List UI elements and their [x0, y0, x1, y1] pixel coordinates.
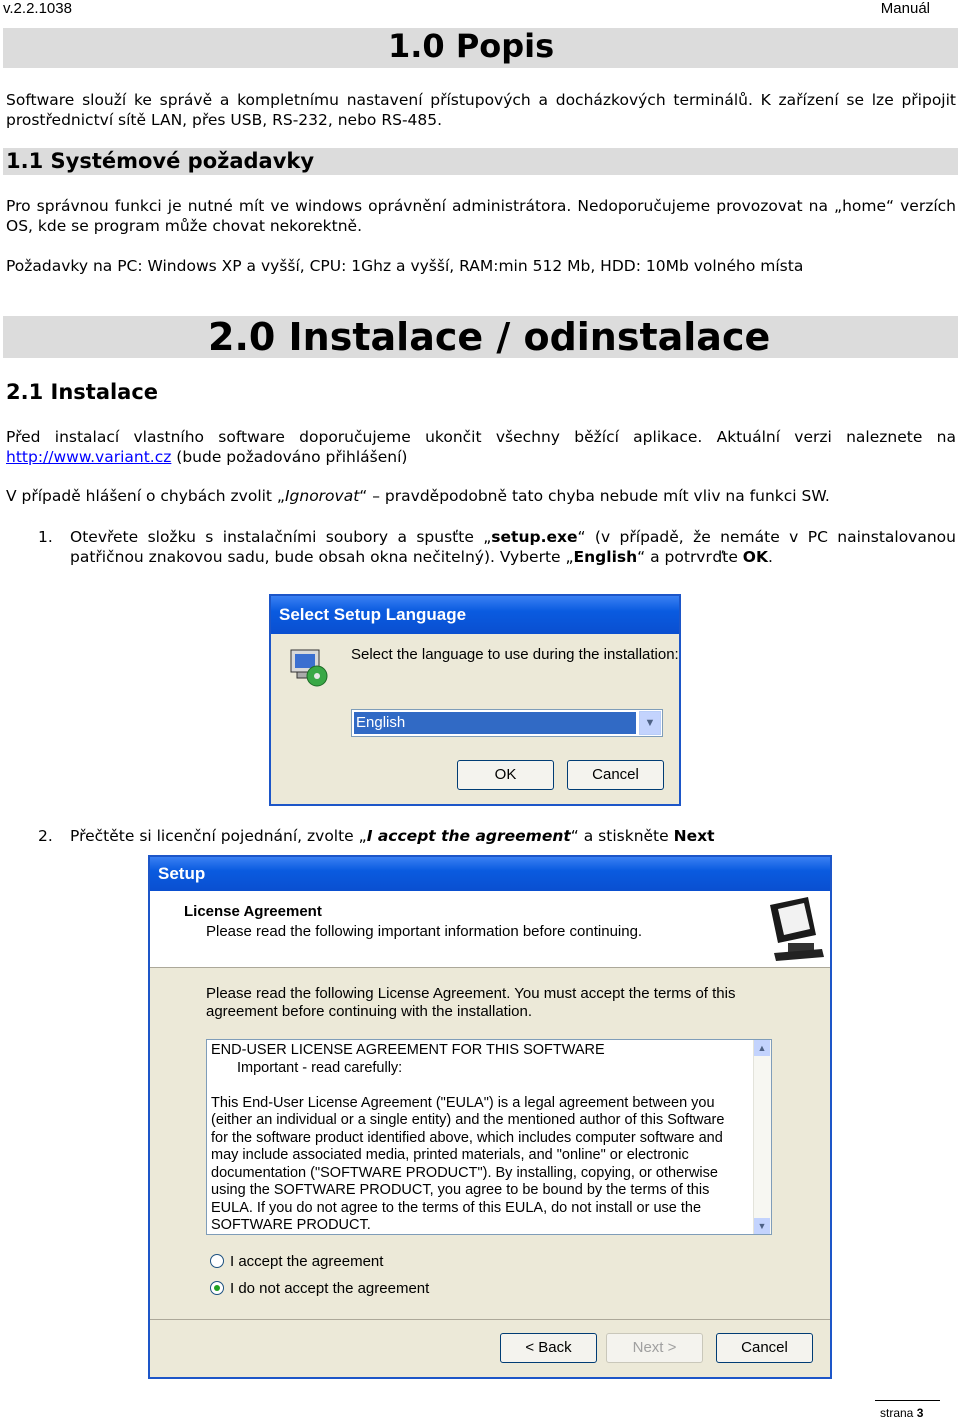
language-select[interactable]	[351, 709, 663, 737]
license-line: SOFTWARE PRODUCT.	[211, 1217, 371, 1233]
scroll-up-icon[interactable]: ▲	[754, 1040, 770, 1056]
step-number: 2.	[38, 827, 53, 845]
section-title-install: 2.0 Instalace / odinstalace	[208, 315, 771, 359]
setup-cancel-button[interactable]: Cancel	[716, 1333, 813, 1363]
doc-type-label: Manuál	[880, 0, 930, 17]
cancel-button[interactable]: Cancel	[567, 760, 664, 790]
language-dialog-title: Select Setup Language	[271, 596, 679, 634]
subsection-title-install: 2.1 Instalace	[6, 380, 159, 404]
setup-header-panel	[150, 891, 830, 968]
license-subheading: Please read the following important information before continuing.	[206, 923, 643, 940]
back-button[interactable]: < Back	[500, 1333, 597, 1363]
step-number: 1.	[38, 528, 53, 546]
download-link[interactable]: http://www.variant.cz	[6, 448, 172, 466]
popis-paragraph: Software slouží ke správě a kompletnímu nastavení přístupových a docházkových terminálů. K zařízení se lze připojit prostřednictví sítě LAN, přes USB, RS-232, nebo RS-485.	[6, 91, 956, 129]
divider	[150, 1319, 830, 1320]
page-footer: strana 3	[880, 1406, 924, 1420]
language-dialog	[269, 594, 681, 806]
setup-icon	[287, 644, 333, 690]
setup-dialog-title: Setup	[150, 857, 830, 891]
install-paragraph: Před instalací vlastního software doporučujeme ukončit všechny běžící aplikace. Aktuální verzi naleznete na http://www.variant.cz (bude požadováno přihlášení)	[6, 428, 956, 466]
scroll-down-icon[interactable]: ▼	[754, 1218, 770, 1234]
setup-dialog	[148, 855, 832, 1379]
license-line	[211, 1077, 771, 1095]
license-textbox[interactable]	[206, 1039, 772, 1235]
ignore-paragraph: V případě hlášení o chybách zvolit „Ignorovat“ – pravděpodobně tato chyba nebude mít vliv na funkci SW.	[6, 487, 830, 505]
license-line: documentation ("SOFTWARE PRODUCT"). By installing, copying, or otherwise	[211, 1164, 718, 1181]
language-prompt: Select the language to use during the installation:	[351, 646, 679, 663]
license-line: (either an individual or a single entity) and the mentioned author of this Software	[211, 1112, 725, 1128]
decline-radio-label[interactable]: I do not accept the agreement	[230, 1280, 430, 1297]
step-1-text: Otevřete složku s instalačními soubory a spusťte „setup.exe“ (v případě, že nemáte v PC nainstalovanou patřičnou znakovou sadu, bude obsah okna nečitelný). Vyberte „English“ a potrvrďte OK.	[70, 528, 956, 566]
license-heading: License Agreement	[184, 903, 322, 920]
license-line: EULA. If you do not agree to the terms of this EULA, do not install or use the	[211, 1199, 702, 1216]
license-scrollbar[interactable]	[753, 1040, 771, 1234]
chevron-down-icon[interactable]: ▼	[639, 711, 661, 735]
requirements-paragraph: Pro správnou funkci je nutné mít ve windows oprávnění administrátora. Nedoporučujeme provozovat na „home“ verzích OS, kde se program může chovat nekorektně.	[6, 197, 956, 235]
ignore-term: Ignorovat	[284, 487, 360, 505]
license-line: for the software product identified above, which includes computer software and	[211, 1129, 723, 1146]
license-line: END-USER LICENSE AGREEMENT FOR THIS SOFTWARE	[211, 1042, 605, 1058]
license-instructions: Please read the following License Agreement. You must accept the terms of this agreement before continuing with the installation.	[206, 985, 736, 1020]
pc-requirements: Požadavky na PC: Windows XP a vyšší, CPU: 1Ghz a vyšší, RAM:min 512 Mb, HDD: 10Mb volného místa	[6, 257, 804, 275]
subsection-title-requirements: 1.1 Systémové požadavky	[6, 149, 315, 173]
decline-radio[interactable]	[210, 1281, 224, 1295]
footer-rule	[875, 1400, 940, 1401]
license-line: Important - read carefully:	[237, 1059, 403, 1076]
accept-radio-label[interactable]: I accept the agreement	[230, 1253, 384, 1270]
ok-button[interactable]: OK	[457, 760, 554, 790]
accept-radio[interactable]	[210, 1254, 224, 1268]
license-line: may include associated media, printed materials, and "online" or electronic	[211, 1147, 689, 1163]
section-title-popis: 1.0 Popis	[388, 27, 555, 65]
next-button[interactable]: Next >	[606, 1333, 703, 1363]
version-label: v.2.2.1038	[3, 0, 72, 17]
license-line: This End-User License Agreement ("EULA") is a legal agreement between you	[211, 1094, 715, 1111]
computer-icon	[764, 891, 826, 963]
language-selected-value: English	[354, 712, 636, 734]
license-line: using the SOFTWARE PRODUCT, you agree to be bound by the terms of this	[211, 1182, 710, 1198]
step-2-text: Přečtěte si licenční pojednání, zvolte „I accept the agreement“ a stiskněte Next	[70, 827, 715, 845]
